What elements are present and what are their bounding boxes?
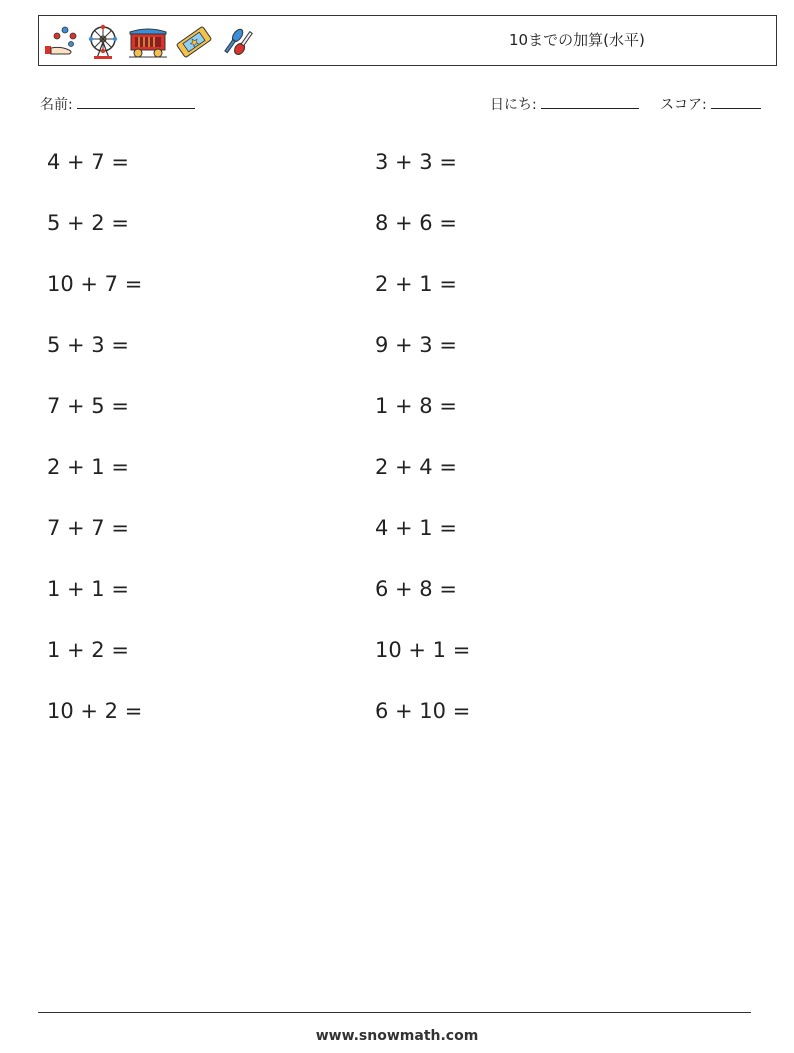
- problem-item: 9 + 3 =: [375, 333, 457, 357]
- problem-item: 6 + 8 =: [375, 577, 457, 601]
- problem-item: 2 + 4 =: [375, 455, 457, 479]
- problem-item: 10 + 7 =: [47, 272, 143, 296]
- problem-item: 1 + 8 =: [375, 394, 457, 418]
- problem-item: 10 + 2 =: [47, 699, 143, 723]
- problem-item: 2 + 1 =: [47, 455, 129, 479]
- problem-item: 5 + 2 =: [47, 211, 129, 235]
- problem-item: 7 + 5 =: [47, 394, 129, 418]
- footer-url: www.snowmath.com: [315, 1028, 479, 1044]
- problem-item: 5 + 3 =: [47, 333, 129, 357]
- worksheet-title: 10までの加算(水平): [509, 31, 645, 49]
- problem-item: 2 + 1 =: [375, 272, 457, 296]
- name-label: 名前:: [40, 97, 73, 113]
- footer-divider: [38, 1012, 751, 1013]
- problem-item: 1 + 2 =: [47, 638, 129, 662]
- date-label: 日にち:: [490, 97, 537, 113]
- problem-item: 1 + 1 =: [47, 577, 129, 601]
- problem-item: 6 + 10 =: [375, 699, 471, 723]
- problem-item: 8 + 6 =: [375, 211, 457, 235]
- problem-item: 4 + 1 =: [375, 516, 457, 540]
- problem-item: 3 + 3 =: [375, 150, 457, 174]
- problem-item: 4 + 7 =: [47, 150, 129, 174]
- problem-item: 7 + 7 =: [47, 516, 129, 540]
- score-label: スコア:: [660, 97, 707, 113]
- problem-item: 10 + 1 =: [375, 638, 471, 662]
